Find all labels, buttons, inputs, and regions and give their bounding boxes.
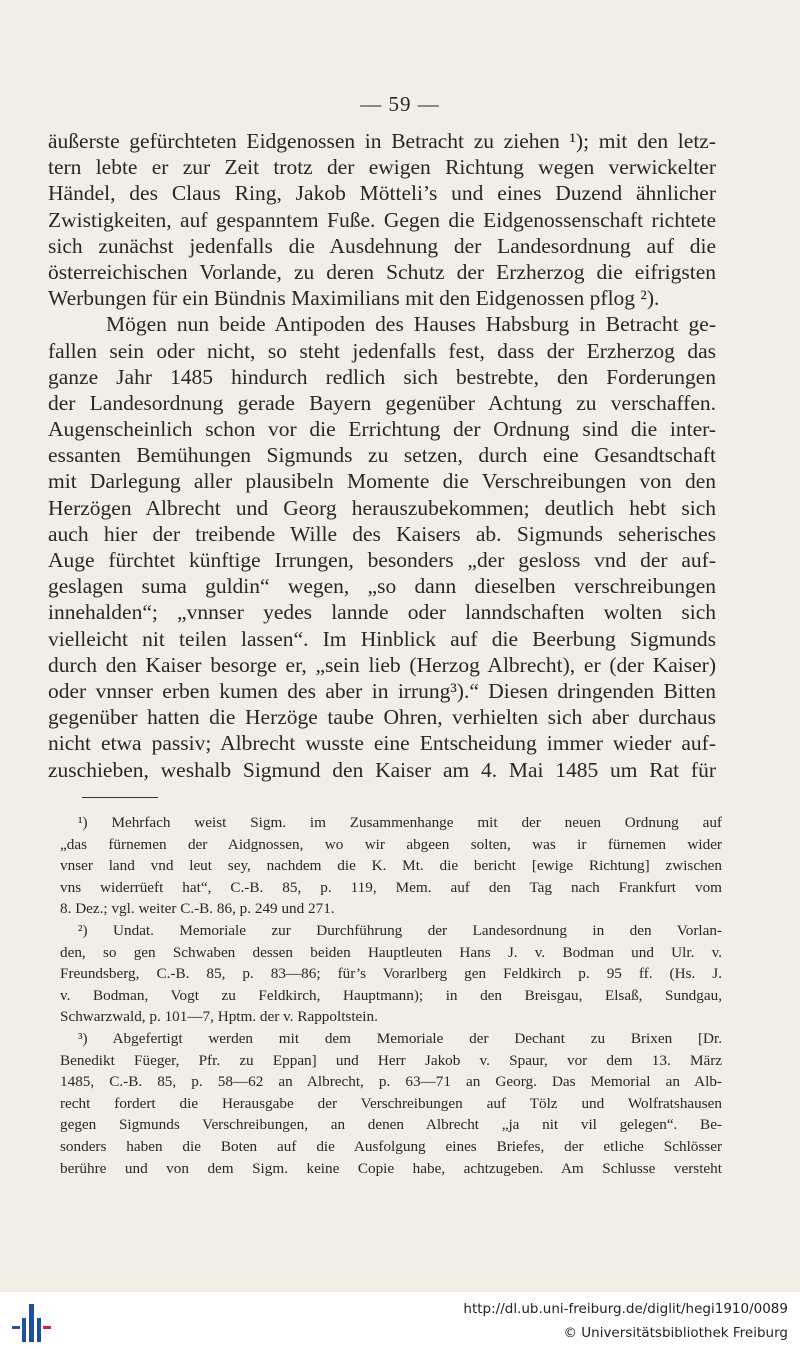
- footnote-line: Freundsberg, C.-B. 85, p. 83—86; für’s Vorarlberg gen Feldkirch p. 95 ff. (Hs. J.: [60, 965, 722, 983]
- copyright-text: © Universitätsbibliothek Freiburg: [563, 1325, 788, 1341]
- text-line: mit Darlegung aller plausibeln Momente die Verschreibungen von den: [48, 469, 716, 494]
- text-line: österreichischen Vorlande, zu deren Schutz der Erzherzog die eifrigsten: [48, 259, 716, 284]
- text-line: durch den Kaiser besorge er, „sein lieb (Herzog Albrecht), er (der Kaiser): [48, 652, 716, 677]
- text-line: ganze Jahr 1485 hindurch redlich sich bestrebte, den Forderungen: [48, 364, 716, 389]
- footnote-line: ²) Undat. Memoriale zur Durchführung der Landesordnung in den Vorlan-: [78, 921, 722, 939]
- text-line: oder vnnser erben kumen des aber in irrung³).“ Diesen dringenden Bitten: [48, 678, 716, 703]
- text-line: fallen sein oder nicht, so steht jedenfalls fest, dass der Erzherzog das: [48, 338, 716, 363]
- footnote-line: „das fürnemen der Aidgnossen, wo wir abgeen solten, was ir fürnemen wider: [60, 835, 722, 853]
- text-line: gegenüber hatten die Herzöge taube Ohren, verhielten sich aber durchaus: [48, 705, 716, 730]
- text-line: innehalden“; „vnnser yedes lannde oder lanndschaften wolten sich: [48, 600, 716, 625]
- footnote-line: ³) Abgefertigt werden mit dem Memoriale der Dechant zu Brixen [Dr.: [78, 1029, 722, 1047]
- footnote-separator: [82, 797, 158, 798]
- text-line: nicht etwa passiv; Albrecht wusste eine Entscheidung immer wieder auf-: [48, 731, 716, 756]
- text-line: Zwistigkeiten, auf gespanntem Fuße. Gegen die Eidgenossenschaft richtete: [48, 207, 716, 232]
- footnote-line: vnser land vnd leut sey, nachdem die K. Mt. die bericht [ewige Richtung] zwischen: [60, 857, 722, 875]
- text-line: auch hier der treibende Wille des Kaisers ab. Sigmunds seherisches: [48, 521, 716, 546]
- text-line: Augenscheinlich schon vor die Errichtung der Ordnung sind die inter-: [48, 417, 716, 442]
- page-number-header: — 59 —: [360, 92, 440, 116]
- text-line: Händel, des Claus Ring, Jakob Mötteli’s und eines Duzend ähnlicher: [48, 181, 716, 206]
- text-line: vielleicht nit teilen lassen“. Im Hinblick auf die Beerbung Sigmunds: [48, 626, 716, 651]
- text-line: tern lebte er zur Zeit trotz der ewigen Richtung wegen verwickelter: [48, 155, 716, 180]
- text-line: Herzögen Albrecht und Georg herauszubekommen; deutlich hebt sich: [48, 495, 716, 520]
- text-line: zuschieben, weshalb Sigmund den Kaiser am 4. Mai 1485 um Rat für: [48, 757, 716, 782]
- footnote-line: den, so gen Schwaben dessen beiden Hauptleuten Hans J. v. Bodman und Ulr. v.: [60, 943, 722, 961]
- text-line: sich zunächst jedenfalls die Ausdehnung der Landesordnung auf die: [48, 233, 716, 258]
- text-line: Werbungen für ein Bündnis Maximilians mit den Eidgenossen pflog ²).: [48, 286, 660, 311]
- footnote-line: vns widerrüeft hat“, C.-B. 85, p. 119, Mem. auf den Tag nach Frankfurt vom: [60, 878, 722, 896]
- text-line: essanten Bemühungen Sigmunds zu setzen, durch eine Gesandtschaft: [48, 443, 716, 468]
- permalink-link[interactable]: http://dl.ub.uni-freiburg.de/diglit/hegi1910/0089: [463, 1301, 788, 1317]
- footnote-line: 1485, C.-B. 85, p. 58—62 an Albrecht, p. 63—71 an Georg. Das Memorial an Alb-: [60, 1073, 722, 1091]
- text-line: Auge fürchtet künftige Irrungen, besonders „der gesloss vnd der auf-: [48, 548, 716, 572]
- footnote-line: ¹) Mehrfach weist Sigm. im Zusammenhange mit der neuen Ordnung auf: [78, 814, 722, 831]
- footnote-line: berühre und von dem Sigm. keine Copie habe, achtzugeben. Am Schlusse versteht: [60, 1159, 722, 1177]
- viewer-footer: [0, 1292, 800, 1349]
- text-line: der Landesordnung gerade Bayern gegenüber Achtung zu verschaffen.: [48, 390, 716, 415]
- footnote-line: recht fordert die Herausgabe der Verschreibungen auf Tölz und Wolfratshausen: [60, 1094, 722, 1112]
- footnote-line: v. Bodman, Vogt zu Feldkirch, Hauptmann); in den Breisgau, Elsaß, Sundgau,: [60, 986, 722, 1004]
- footnote-line: 8. Dez.; vgl. weiter C.-B. 86, p. 249 und 271.: [60, 900, 335, 918]
- footnotes: [60, 812, 722, 1179]
- university-library-logo-icon: [12, 1302, 52, 1342]
- text-line: geslagen suma guldin“ wegen, „so dann dieselben verschreibungen: [48, 574, 716, 599]
- footnote-line: Benedikt Füeger, Pfr. zu Eppan] und Herr Jakob v. Spaur, vor dem 13. März: [60, 1051, 722, 1069]
- footnote-line: sonders haben die Boten auf die Ausfolgung eines Briefes, der etliche Schlösser: [60, 1137, 722, 1155]
- text-line: Mögen nun beide Antipoden des Hauses Habsburg in Betracht ge-: [106, 312, 716, 337]
- footnote-line: gegen Sigmunds Verschreibungen, an denen Albrecht „ja nit vil gelegen“. Be-: [60, 1116, 722, 1134]
- footnote-line: Schwarzwald, p. 101—7, Hptm. der v. Rappoltstein.: [60, 1008, 378, 1026]
- body-text: [48, 128, 716, 783]
- text-line: äußerste gefürchteten Eidgenossen in Betracht zu ziehen ¹); mit den letz-: [48, 129, 716, 153]
